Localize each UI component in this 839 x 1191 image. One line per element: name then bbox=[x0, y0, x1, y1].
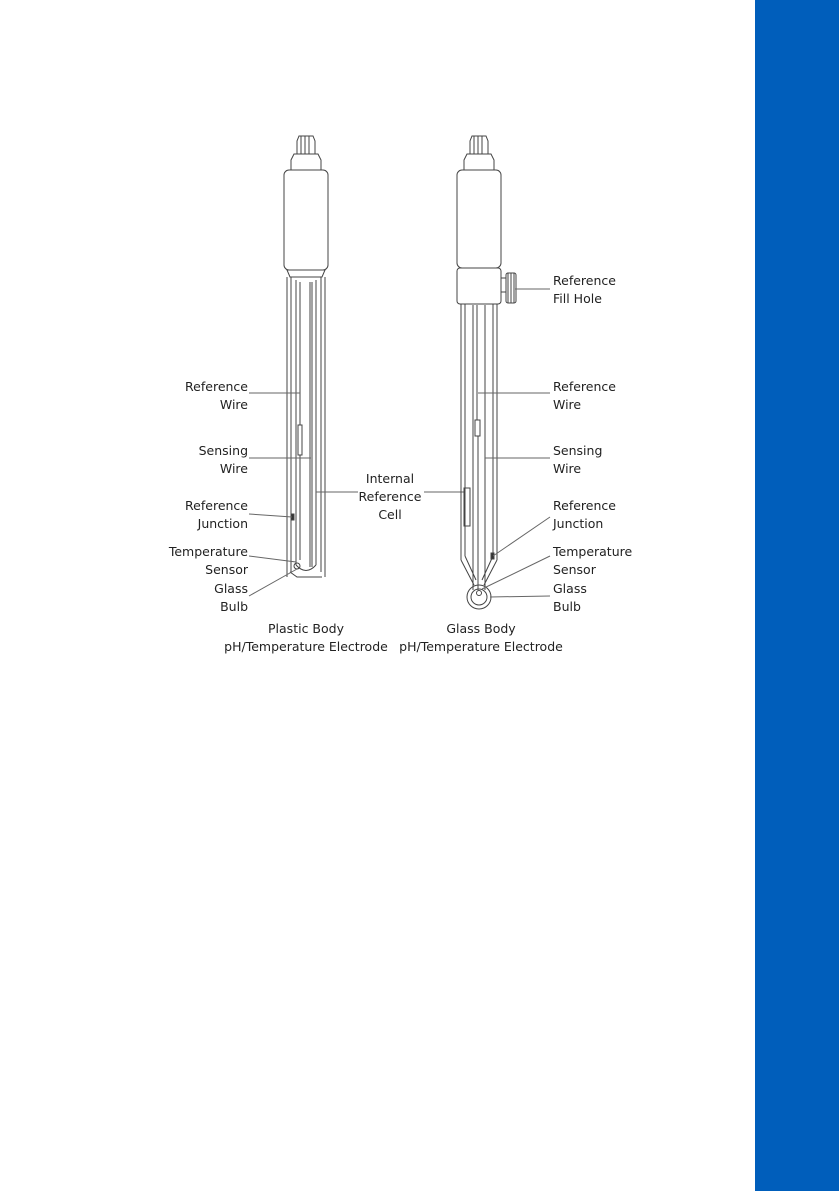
label-line: Sensing bbox=[198, 443, 248, 458]
label-line: Wire bbox=[219, 397, 248, 412]
label-line: Reference bbox=[553, 379, 616, 394]
plastic-body-electrode bbox=[284, 136, 328, 577]
caption-glass-body bbox=[391, 620, 571, 656]
label-line: Bulb bbox=[553, 599, 581, 614]
label-line: Reference bbox=[185, 379, 248, 394]
label-right-reference-wire bbox=[553, 378, 616, 414]
label-right-glass-bulb bbox=[553, 580, 587, 616]
label-line: Fill Hole bbox=[553, 291, 602, 306]
left-stem bbox=[287, 277, 325, 577]
glass-body-electrode bbox=[457, 136, 516, 609]
label-line: Reference bbox=[553, 498, 616, 513]
right-connector bbox=[464, 136, 494, 170]
label-line: Wire bbox=[553, 461, 582, 476]
label-right-temperature-sensor bbox=[553, 543, 632, 579]
label-line: Cell bbox=[378, 507, 402, 522]
label-line: Glass bbox=[214, 581, 248, 596]
label-left-temperature-sensor bbox=[169, 543, 248, 579]
fill-hole-knob bbox=[501, 273, 516, 303]
left-connector bbox=[291, 136, 321, 170]
label-line: Temperature bbox=[553, 544, 633, 559]
label-line: Bulb bbox=[220, 599, 248, 614]
label-line: Glass bbox=[553, 581, 587, 596]
label-line: Junction bbox=[553, 516, 604, 531]
label-line: Reference bbox=[553, 273, 616, 288]
label-line: Sensor bbox=[205, 562, 248, 577]
label-right-fill-hole bbox=[553, 272, 616, 308]
label-line: Sensor bbox=[553, 562, 596, 577]
label-left-sensing-wire bbox=[199, 442, 248, 478]
label-line: Reference bbox=[358, 489, 422, 504]
label-right-sensing-wire bbox=[553, 442, 602, 478]
label-right-reference-junction bbox=[553, 497, 616, 533]
label-line: Reference bbox=[185, 498, 248, 513]
label-internal-reference-cell bbox=[350, 470, 430, 524]
left-cap-body bbox=[284, 170, 328, 270]
label-line: Junction bbox=[197, 516, 248, 531]
right-stem bbox=[461, 304, 497, 609]
caption-line: pH/Temperature Electrode bbox=[224, 639, 388, 654]
label-line: Wire bbox=[553, 397, 582, 412]
label-line: Temperature bbox=[168, 544, 248, 559]
right-leader-lines bbox=[478, 289, 550, 597]
label-left-glass-bulb bbox=[214, 580, 248, 616]
right-collar bbox=[457, 268, 501, 304]
right-cap-body bbox=[457, 170, 501, 268]
left-leader-lines bbox=[249, 393, 311, 596]
caption-line: Glass Body bbox=[446, 621, 516, 636]
label-left-reference-junction bbox=[185, 497, 248, 533]
label-line: Sensing bbox=[553, 443, 603, 458]
label-line: Internal bbox=[365, 471, 415, 486]
caption-line: Plastic Body bbox=[268, 621, 344, 636]
label-line: Wire bbox=[219, 461, 248, 476]
label-left-reference-wire bbox=[185, 378, 248, 414]
caption-plastic-body bbox=[216, 620, 396, 656]
caption-line: pH/Temperature Electrode bbox=[399, 639, 563, 654]
